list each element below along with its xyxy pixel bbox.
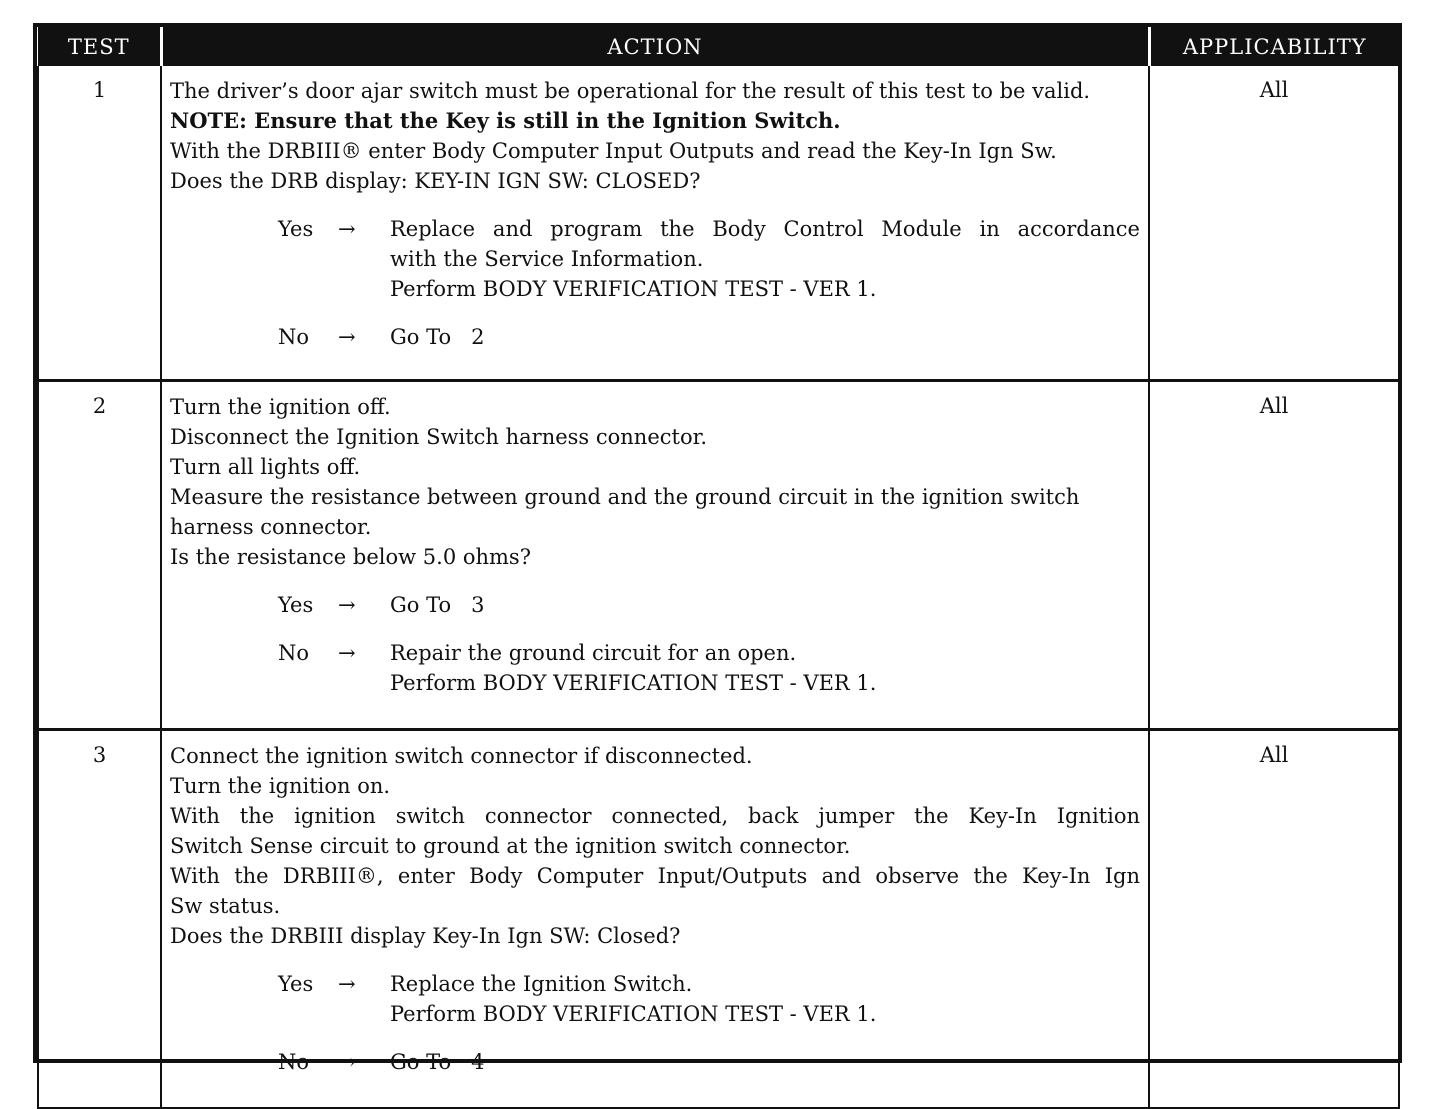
action-cell — [161, 381, 1149, 730]
diagnostic-test-table — [33, 23, 1402, 1074]
table-header-row — [38, 27, 1399, 66]
right-arrow-icon: → — [338, 972, 356, 996]
action-line: With the ignition switch connector connected, back jumper the Key-In Ignition — [170, 804, 1140, 828]
action-cell — [161, 66, 1149, 381]
action-line: harness connector. — [170, 515, 372, 539]
yes-result — [390, 590, 1140, 620]
no-result — [390, 1047, 1140, 1077]
result-line: Go To 3 — [390, 593, 485, 617]
test-number: 3 — [38, 730, 161, 1109]
right-arrow-icon: → — [338, 641, 356, 665]
no-label: No — [278, 641, 310, 665]
no-result — [390, 322, 1140, 352]
action-line: Measure the resistance between ground and the ground circuit in the ignition switch — [170, 485, 1080, 509]
action-line: Turn all lights off. — [170, 455, 361, 479]
yes-result — [390, 214, 1140, 304]
action-line: With the DRBIII®, enter Body Computer Input/Outputs and observe the Key-In Ign — [170, 864, 1140, 888]
result-line: Perform BODY VERIFICATION TEST - VER 1. — [390, 1002, 877, 1026]
action-line: Turn the ignition on. — [170, 774, 391, 798]
no-label: No — [278, 325, 310, 349]
result-line: with the Service Information. — [390, 247, 704, 271]
yes-label: Yes — [278, 972, 314, 996]
action-line: Disconnect the Ignition Switch harness connector. — [170, 425, 708, 449]
table-row — [38, 66, 1399, 381]
right-arrow-icon: → — [338, 1050, 356, 1074]
applicability-cell: All — [1149, 381, 1399, 730]
header-applicability: APPLICABILITY — [1149, 27, 1399, 66]
table-row — [38, 730, 1399, 1109]
test-number: 2 — [38, 381, 161, 730]
header-action: ACTION — [161, 27, 1149, 66]
no-answer — [170, 1047, 1140, 1077]
header-test: TEST — [38, 27, 161, 66]
yes-answer — [170, 969, 1140, 1029]
no-answer — [170, 638, 1140, 698]
yes-label: Yes — [278, 593, 314, 617]
right-arrow-icon: → — [338, 325, 356, 349]
result-line: Go To 2 — [390, 325, 485, 349]
no-label: No — [278, 1050, 310, 1074]
yes-result — [390, 969, 1140, 1029]
note-line: NOTE: Ensure that the Key is still in the Ignition Switch. — [170, 108, 841, 133]
table-row — [38, 381, 1399, 730]
applicability-cell: All — [1149, 66, 1399, 381]
question-line: Does the DRB display: KEY-IN IGN SW: CLOSED? — [170, 169, 701, 193]
action-line: The driver’s door ajar switch must be operational for the result of this test to be valid. — [170, 79, 1091, 103]
action-line: Connect the ignition switch connector if disconnected. — [170, 744, 753, 768]
no-answer — [170, 322, 1140, 352]
result-line: Perform BODY VERIFICATION TEST - VER 1. — [390, 671, 877, 695]
result-line: Repair the ground circuit for an open. — [390, 641, 797, 665]
result-line: Replace the Ignition Switch. — [390, 972, 693, 996]
result-line: Perform BODY VERIFICATION TEST - VER 1. — [390, 277, 877, 301]
action-line: Sw status. — [170, 894, 281, 918]
result-line: Go To 4 — [390, 1050, 485, 1074]
right-arrow-icon: → — [338, 217, 356, 241]
no-result — [390, 638, 1140, 698]
yes-label: Yes — [278, 217, 314, 241]
question-line: Is the resistance below 5.0 ohms? — [170, 545, 531, 569]
action-line: Turn the ignition off. — [170, 395, 391, 419]
result-line: Replace and program the Body Control Module in accordance — [390, 217, 1140, 241]
applicability-cell: All — [1149, 730, 1399, 1109]
action-cell — [161, 730, 1149, 1109]
question-line: Does the DRBIII display Key-In Ign SW: Closed? — [170, 924, 681, 948]
test-table — [37, 27, 1400, 1109]
right-arrow-icon: → — [338, 593, 356, 617]
yes-answer — [170, 590, 1140, 620]
action-line: With the DRBIII® enter Body Computer Input Outputs and read the Key-In Ign Sw. — [170, 139, 1057, 163]
yes-answer — [170, 214, 1140, 304]
action-line: Switch Sense circuit to ground at the ignition switch connector. — [170, 834, 851, 858]
test-number: 1 — [38, 66, 161, 381]
